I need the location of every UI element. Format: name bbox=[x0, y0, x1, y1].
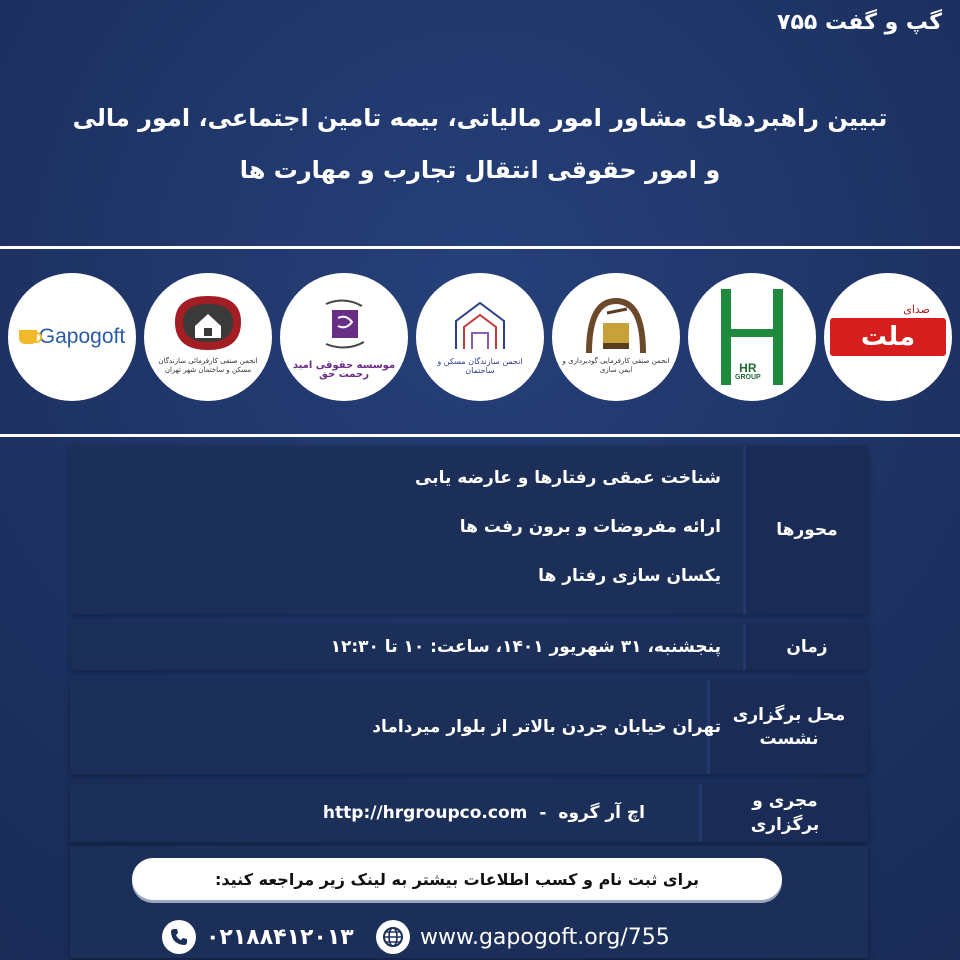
omid-haq-logo bbox=[280, 273, 408, 401]
globe-icon bbox=[376, 920, 410, 954]
venue-label: محل برگزاری نشست bbox=[707, 680, 868, 774]
title-line-2: و امور حقوقی انتقال تجارب و مهارت ها bbox=[239, 156, 721, 184]
topics-label: محورها bbox=[743, 446, 868, 614]
organizer-url-link[interactable]: http://hrgroupco.com bbox=[322, 803, 528, 823]
topic-item: ارائه مفروضات و برون رفت ها bbox=[459, 517, 721, 537]
topics-list bbox=[70, 446, 743, 614]
melat-logo-subtext: صدای bbox=[903, 303, 930, 316]
phone-number[interactable]: ۰۲۱۸۸۴۱۲۰۱۳ bbox=[206, 924, 354, 950]
divider-bottom bbox=[0, 434, 960, 437]
gapogoft-logo-text: Gapogoft bbox=[38, 325, 126, 348]
footer-panel bbox=[70, 846, 868, 958]
hr-logo-subtext: GROUP bbox=[735, 374, 761, 381]
phone-icon bbox=[162, 920, 196, 954]
house-outline-icon bbox=[450, 299, 510, 353]
hr-mark-icon bbox=[717, 289, 787, 385]
kargaran-logo bbox=[552, 273, 680, 401]
omid-haq-logo-text: موسسه حقوقی امید رحمت حق bbox=[292, 360, 396, 380]
organizer-separator: - bbox=[539, 803, 547, 823]
kargaran-logo-text: انجمن صنفی کارفرمایی گودبرداری و ایمن سازی bbox=[562, 357, 670, 374]
website-link[interactable]: www.gapogoft.org/755 bbox=[420, 924, 670, 950]
house-ribbon-icon bbox=[169, 292, 247, 354]
website-contact[interactable] bbox=[376, 920, 670, 954]
time-label: زمان bbox=[743, 624, 868, 670]
phone-contact[interactable] bbox=[162, 920, 354, 954]
series-title: گپ و گفت ۷۵۵ bbox=[777, 10, 942, 35]
sazandegan-logo-text: انجمن سازندگان مسکن و ساختمان bbox=[437, 357, 523, 375]
sponsor-logos bbox=[8, 272, 952, 402]
time-value: پنجشنبه، ۳۱ شهریور ۱۴۰۱، ساعت: ۱۰ تا ۱۲:۳۰ bbox=[330, 637, 721, 657]
venue-panel bbox=[70, 680, 868, 774]
hr-logo-text: HR bbox=[739, 361, 757, 375]
shovel-emblem-icon bbox=[581, 295, 651, 355]
divider-top bbox=[0, 246, 960, 249]
sazandegan-logo bbox=[416, 273, 544, 401]
tehran-builders-logo-text: انجمن صنفی کارفرمائی سازندگان مسکن و ساختمان شهر تهران bbox=[158, 357, 258, 374]
hr-group-logo bbox=[688, 273, 816, 401]
venue-value: تهران خیابان جردن بالاتر از بلوار میرداماد bbox=[372, 717, 721, 737]
register-banner: برای ثبت نام و کسب اطلاعات بیشتر به لینک زیر مراجعه کنید: bbox=[132, 858, 782, 900]
melat-logo-text: ملت bbox=[860, 322, 916, 352]
gapogoft-logo bbox=[8, 273, 136, 401]
calligraphy-emblem-icon bbox=[316, 296, 372, 352]
coffee-mug-icon bbox=[19, 330, 37, 344]
tehran-builders-logo bbox=[144, 273, 272, 401]
organizer-panel bbox=[70, 784, 868, 842]
melat-logo-band bbox=[830, 318, 946, 356]
topic-item: شناخت عمقی رفتارها و عارضه یابی bbox=[415, 468, 721, 488]
melat-logo bbox=[824, 273, 952, 401]
title-line-1: تبیین راهبردهای مشاور امور مالیاتی، بیمه تامین اجتماعی، امور مالی bbox=[72, 104, 888, 132]
topics-panel bbox=[70, 446, 868, 614]
organizer-label: مجری و برگزاری bbox=[699, 784, 868, 842]
topic-item: یکسان سازی رفتار ها bbox=[538, 566, 721, 586]
organizer-name: اچ آر گروه bbox=[558, 803, 645, 823]
page-title bbox=[20, 92, 940, 196]
time-panel bbox=[70, 624, 868, 670]
